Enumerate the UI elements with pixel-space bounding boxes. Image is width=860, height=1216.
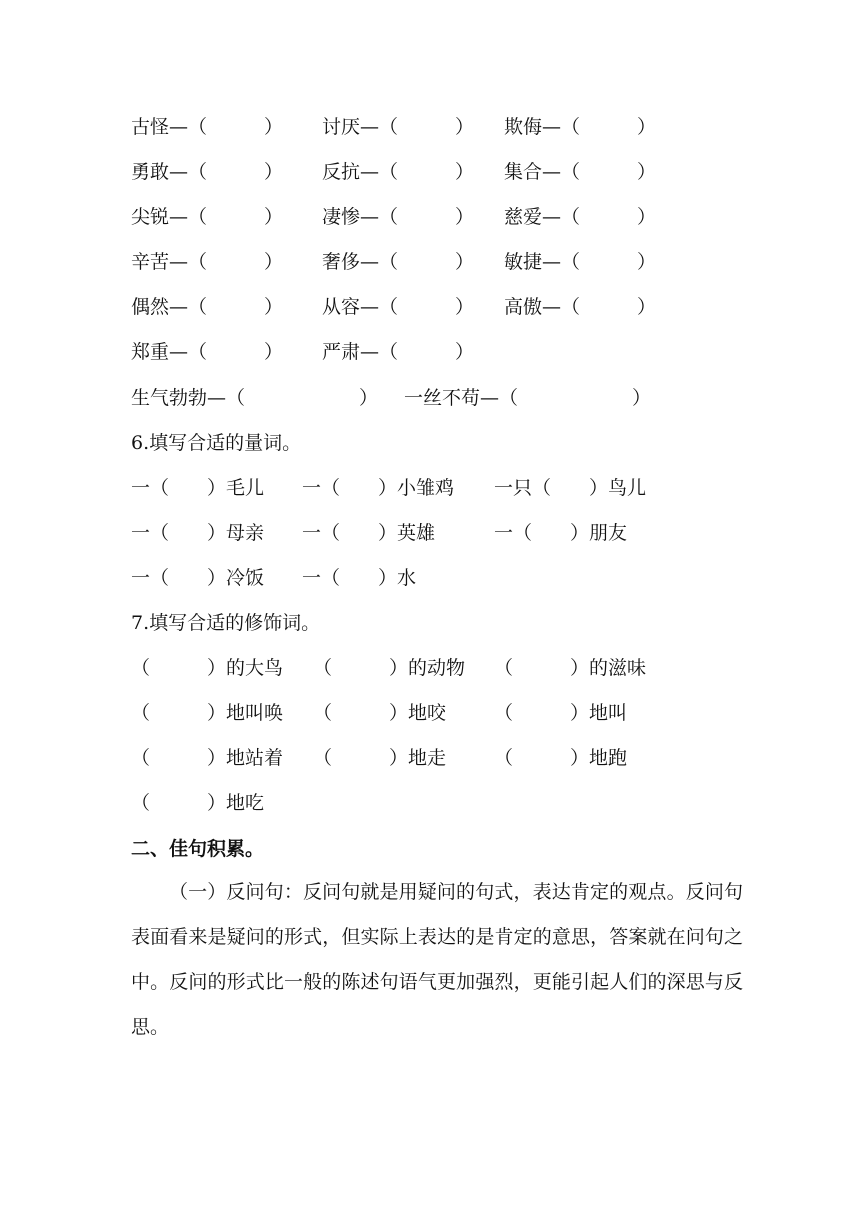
antonym-item: 从容—（ ） (322, 296, 475, 318)
antonym-item: 慈爱—（ ） (504, 206, 657, 228)
measure-word-item: 一（ ）母亲 (131, 522, 265, 544)
antonym-item: 欺侮—（ ） (504, 116, 657, 138)
modifier-item: （ ）地咬 (313, 702, 447, 724)
antonym-item: 敏捷—（ ） (504, 251, 657, 273)
modifier-item: （ ）的滋味 (494, 657, 647, 679)
measure-word-item: 一只（ ）鸟儿 (494, 477, 647, 499)
antonym-item: 严肃—（ ） (322, 341, 475, 363)
part-2-heading: 二、佳句积累。 (131, 838, 265, 860)
section-6-title: 6.填写合适的量词。 (131, 432, 302, 454)
modifier-item: （ ）地跑 (494, 747, 628, 769)
idiom-item: 一丝不苟—（ ） (404, 387, 652, 409)
modifier-item: （ ）地叫 (494, 702, 628, 724)
modifier-item: （ ）地叫唤 (131, 702, 284, 724)
modifier-item: （ ）的大鸟 (131, 657, 284, 679)
modifier-item: （ ）地走 (313, 747, 447, 769)
paragraph-text: （一）反问句：反问句就是用疑问的句式，表达肯定的观点。反问句表面看来是疑问的形式，但实际上表达的是肯定的意思，答案就在问句之中。反问的形式比一般的陈述句语气更加强烈，更能引起人们的深思与反思。 (131, 881, 743, 1038)
antonym-item: 古怪—（ ） (131, 116, 284, 138)
measure-word-item: 一（ ）朋友 (494, 522, 628, 544)
antonym-item: 勇敢—（ ） (131, 161, 284, 183)
antonym-item: 偶然—（ ） (131, 296, 284, 318)
measure-word-item: 一（ ）小雏鸡 (302, 477, 455, 499)
measure-word-item: 一（ ）英雄 (302, 522, 436, 544)
antonym-item: 讨厌—（ ） (322, 116, 475, 138)
antonym-item: 凄惨—（ ） (322, 206, 475, 228)
antonym-item: 郑重—（ ） (131, 341, 284, 363)
antonym-item: 奢侈—（ ） (322, 251, 475, 273)
idiom-item: 生气勃勃—（ ） (131, 387, 379, 409)
measure-word-item: 一（ ）水 (302, 567, 417, 589)
modifier-item: （ ）的动物 (313, 657, 466, 679)
antonym-item: 集合—（ ） (504, 161, 657, 183)
measure-word-item: 一（ ）冷饭 (131, 567, 265, 589)
antonym-item: 尖锐—（ ） (131, 206, 284, 228)
rhetorical-question-paragraph (131, 870, 743, 1050)
section-7-title: 7.填写合适的修饰词。 (131, 612, 321, 634)
modifier-item: （ ）地吃 (131, 792, 265, 814)
antonym-item: 高傲—（ ） (504, 296, 657, 318)
measure-word-item: 一（ ）毛儿 (131, 477, 265, 499)
antonym-item: 反抗—（ ） (322, 161, 475, 183)
modifier-item: （ ）地站着 (131, 747, 284, 769)
antonym-item: 辛苦—（ ） (131, 251, 284, 273)
